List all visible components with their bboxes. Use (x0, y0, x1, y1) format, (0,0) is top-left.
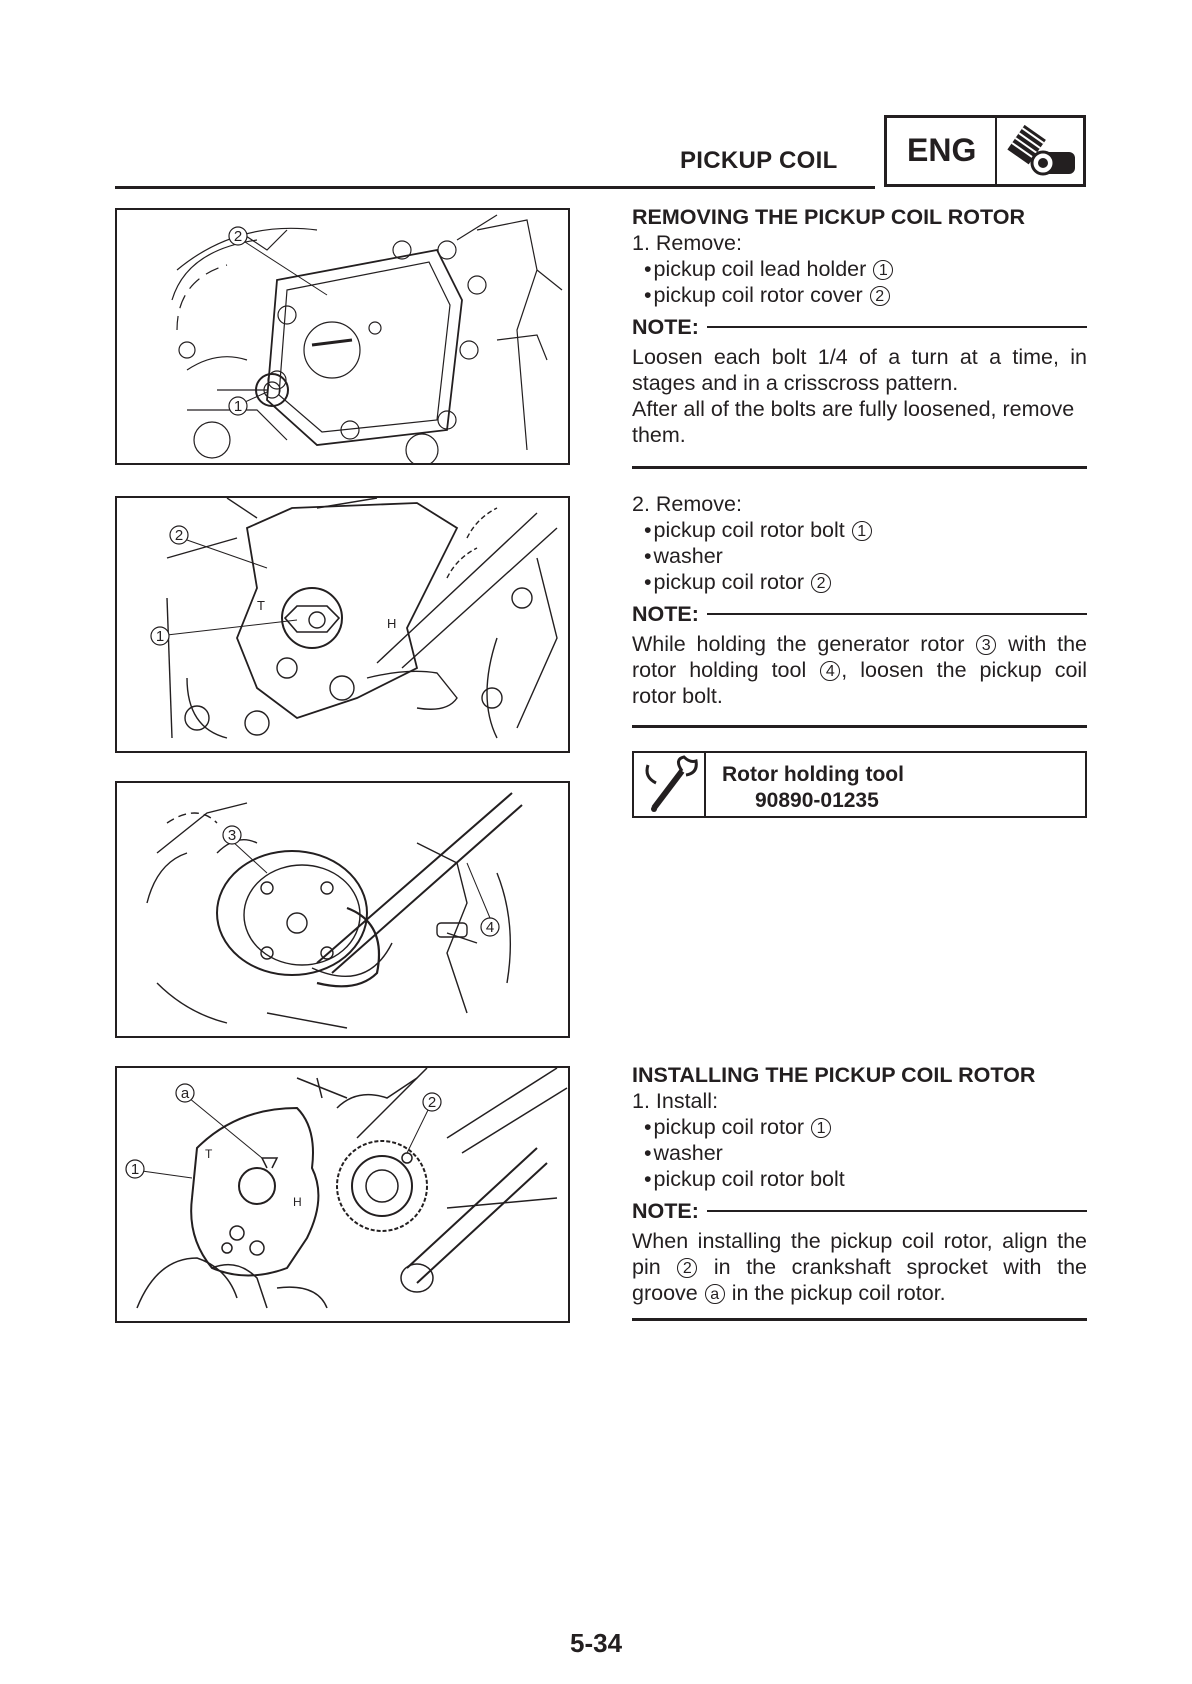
note-text: After all of the bolts are fully loosened, remove them. (632, 397, 1075, 447)
section-rule (632, 725, 1087, 728)
page-number: 5-34 (570, 1628, 623, 1658)
callout-label: 1 (155, 628, 165, 645)
ref-number: a (705, 1284, 725, 1304)
tool-part-number: 90890-01235 (755, 789, 879, 812)
badge-divider (995, 118, 997, 184)
section-rule (632, 466, 1087, 469)
wrench-icon (634, 753, 706, 816)
list-item: • pickup coil rotor bolt 1 (632, 517, 1087, 543)
list-item: • washer (632, 543, 1087, 569)
ref-number: 3 (976, 635, 996, 655)
list-item: • washer (632, 1140, 1087, 1166)
figure-rotor-bolt (115, 496, 570, 753)
page-section-title: PICKUP COIL (680, 147, 838, 174)
callout-label: 3 (227, 827, 237, 844)
note-header: NOTE: (632, 601, 1087, 627)
special-tool-box (632, 751, 1087, 818)
install-rotor-drawing (117, 1068, 568, 1321)
note-text: While holding the generator rotor 3 with the rotor holding tool 4 , loosen the pickup coil rotor bolt. (632, 632, 1087, 708)
header-rule (115, 186, 875, 189)
note-header: NOTE: (632, 1198, 1087, 1224)
installing-heading: INSTALLING THE PICKUP COIL ROTOR (632, 1063, 1036, 1087)
list-item: • pickup coil rotor bolt (632, 1166, 1087, 1192)
callout-label: 1 (130, 1161, 140, 1178)
figure-install-rotor (115, 1066, 570, 1323)
rotor-bolt-drawing (117, 498, 568, 751)
removing-section (632, 204, 1087, 448)
callout-label: 4 (485, 919, 495, 936)
callout-label: 2 (427, 1094, 437, 1111)
callout-label: 2 (233, 228, 243, 245)
list-item: • pickup coil rotor 2 (632, 569, 1087, 595)
svg-text:T: T (257, 598, 265, 613)
note-text: When installing the pickup coil rotor, align the pin 2 in the crankshaft sprocket with the groove a in the pickup coil rotor. (632, 1229, 1087, 1305)
step-2-label: 2. Remove: (632, 492, 742, 516)
callout-label: a (180, 1085, 190, 1102)
ref-number: 4 (820, 661, 840, 681)
note-header: NOTE: (632, 314, 1087, 340)
list-item: • pickup coil rotor 1 (632, 1114, 1087, 1140)
rotor-cover-drawing (117, 210, 568, 463)
engine-bolt-icon (999, 122, 1083, 182)
ref-number: 2 (870, 286, 890, 306)
section-badge (884, 115, 1086, 187)
section-rule (632, 1318, 1087, 1321)
removing-step-2 (632, 491, 1087, 709)
callout-label: 1 (233, 398, 243, 415)
tool-name: Rotor holding tool (722, 763, 904, 786)
section-badge-label: ENG (907, 132, 977, 168)
ref-number: 2 (811, 573, 831, 593)
svg-text:H: H (293, 1195, 302, 1209)
ref-number: 2 (677, 1258, 697, 1278)
svg-text:T: T (205, 1147, 213, 1161)
callout-label: 2 (174, 527, 184, 544)
note-text: Loosen each bolt 1/4 of a turn at a time, in stages and in a crisscross pattern. (632, 345, 1087, 395)
step-1-label: 1. Remove: (632, 231, 742, 255)
installing-section (632, 1062, 1087, 1306)
step-1-label: 1. Install: (632, 1089, 719, 1113)
list-item: • pickup coil rotor cover 2 (632, 282, 1087, 308)
removing-heading: REMOVING THE PICKUP COIL ROTOR (632, 205, 1026, 229)
svg-text:H: H (387, 616, 397, 631)
holding-tool-drawing (117, 783, 568, 1036)
figure-holding-tool (115, 781, 570, 1038)
ref-number: 1 (873, 260, 893, 280)
list-item: • pickup coil lead holder 1 (632, 256, 1087, 282)
figure-rotor-cover (115, 208, 570, 465)
ref-number: 1 (852, 521, 872, 541)
ref-number: 1 (811, 1118, 831, 1138)
